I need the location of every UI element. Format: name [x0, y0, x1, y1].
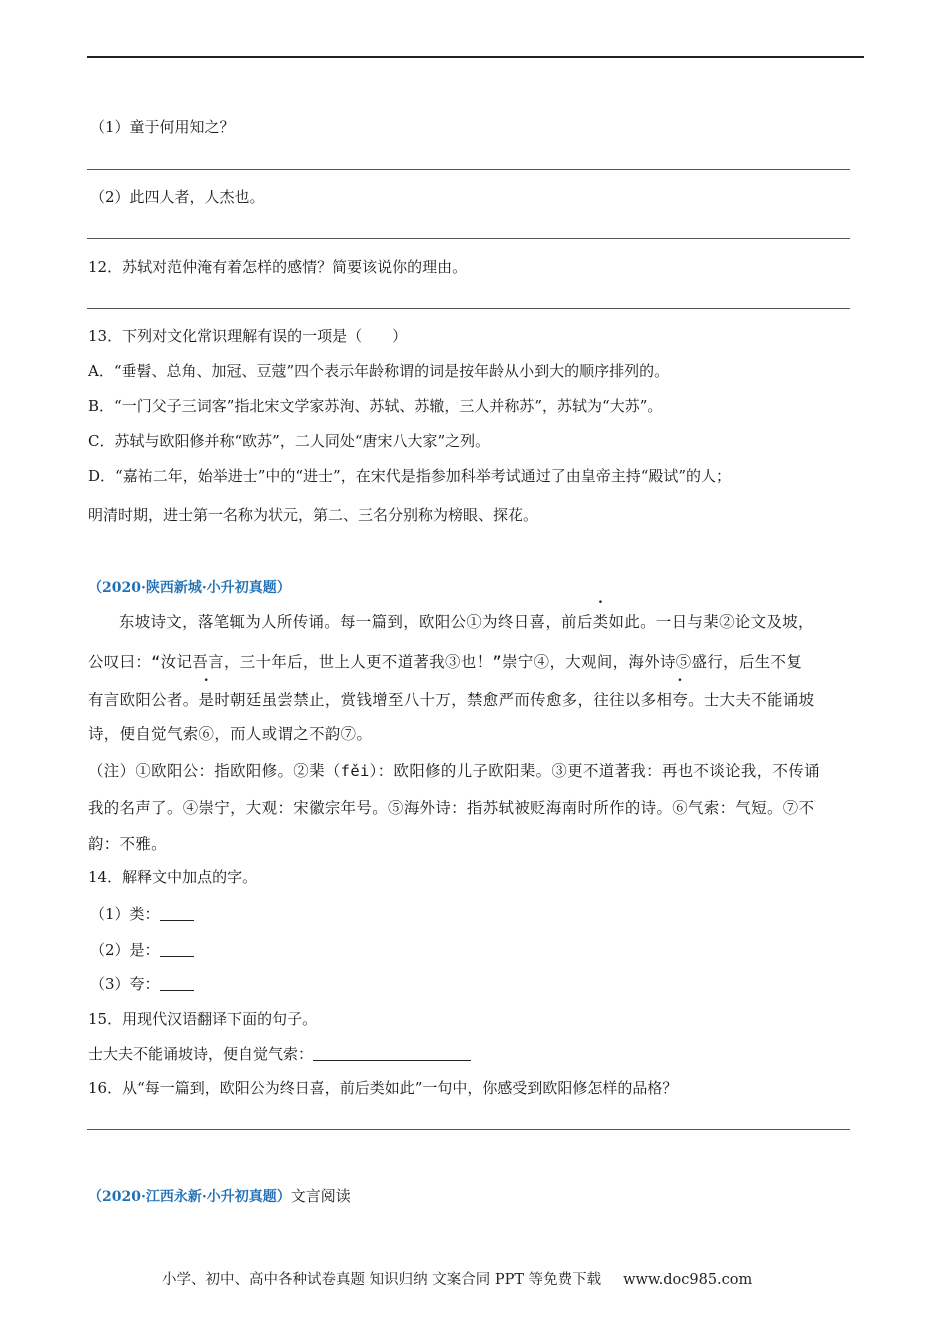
q16-text: 16．从“每一篇到，欧阳公为终日喜，前后类如此”一句中，你感受到欧阳修怎样的品格？ — [88, 1079, 678, 1097]
section-source-2-row — [88, 1186, 351, 1206]
passage-line-2: 公叹曰：“汝记吾言，三十年后，世上人更不道著我③也！”崇宁④，大观间，海外诗⑤盛行，后生不复 — [88, 653, 803, 671]
passage-line-4: 诗，便自觉气索⑥，而人或谓之不韵⑦。 — [88, 725, 373, 743]
q14-item-3: （3）夸： — [90, 975, 194, 993]
q15-sentence: 士大夫不能诵坡诗，便自觉气索： — [88, 1045, 471, 1063]
fill-blank[interactable] — [313, 1045, 471, 1061]
answer-line — [87, 169, 850, 170]
passage-note-1: （注）①欧阳公：指欧阳修。②棐（fěi）：欧阳修的儿子欧阳棐。③更不道著我：再也不谈论我，不传诵 — [88, 762, 820, 780]
q15-stem: 15．用现代汉语翻译下面的句子。 — [88, 1010, 318, 1028]
fill-blank[interactable] — [160, 975, 194, 991]
passage-note-3: 韵：不雅。 — [88, 835, 167, 853]
dotted-char: 是 — [198, 691, 215, 709]
answer-line — [87, 238, 850, 239]
q13-option-b: B．“一门父子三词客”指北宋文学家苏洵、苏轼、苏辙，三人并称苏”，苏轼为“大苏”。 — [88, 397, 663, 415]
q13-stem: 13．下列对文化常识理解有误的一项是（ ） — [88, 327, 408, 345]
q11-item-1: （1）童于何用知之？ — [90, 118, 235, 136]
footer-text: 小学、初中、高中各种试卷真题 知识归纳 文案合同 PPT 等免费下载 www.doc985.com — [162, 1272, 753, 1288]
passage-note-2: 我的名声了。④崇宁，大观：宋徽宗年号。⑤海外诗：指苏轼被贬海南时所作的诗。⑥气索：气短。⑦不 — [88, 799, 815, 817]
q14-stem: 14．解释文中加点的字。 — [88, 868, 258, 886]
fill-blank[interactable] — [160, 941, 194, 957]
q13-option-c: C．苏轼与欧阳修并称“欧苏”，二人同处“唐宋八大家”之列。 — [88, 432, 491, 450]
answer-line — [87, 308, 850, 309]
dotted-char: 类 — [592, 613, 609, 631]
q11-item-2: （2）此四人者，人杰也。 — [90, 188, 265, 206]
header-rule — [87, 56, 864, 58]
q14-item-2: （2）是： — [90, 941, 194, 959]
section-source-1: （2020·陕西新城·小升初真题） — [88, 580, 291, 596]
answer-line — [87, 1129, 850, 1130]
q13-option-d-cont: 明清时期，进士第一名称为状元，第二、三名分别称为榜眼、探花。 — [88, 506, 539, 524]
section-source-2: （2020·江西永新·小升初真题） — [88, 1189, 291, 1205]
fill-blank[interactable] — [160, 905, 194, 921]
q13-option-a: A．“垂髫、总角、加冠、豆蔻”四个表示年龄称谓的词是按年龄从小到大的顺序排列的。 — [88, 362, 670, 380]
dotted-char: 夸 — [672, 691, 689, 709]
q13-option-d: D．“嘉祐二年，始举进士”中的“进士”，在宋代是指参加科举考试通过了由皇帝主持“殿试”的人； — [88, 467, 732, 485]
q14-item-1: （1）类： — [90, 905, 194, 923]
section-title: 文言阅读 — [290, 1187, 351, 1205]
footer-url[interactable]: www.doc985.com — [623, 1272, 753, 1288]
passage-line-1: 东坡诗文，落笔辄为人所传诵。每一篇到，欧阳公①为终日喜，前后类如此。一日与棐②论文及坡， — [119, 610, 814, 632]
passage-line-3: 有言欧阳公者。是时朝廷虽尝禁止，赏钱增至八十万，禁愈严而传愈多，往往以多相夸。士大夫不能诵坡 — [88, 688, 814, 710]
q12-text: 12．苏轼对范仲淹有着怎样的感情？简要该说你的理由。 — [88, 258, 468, 276]
